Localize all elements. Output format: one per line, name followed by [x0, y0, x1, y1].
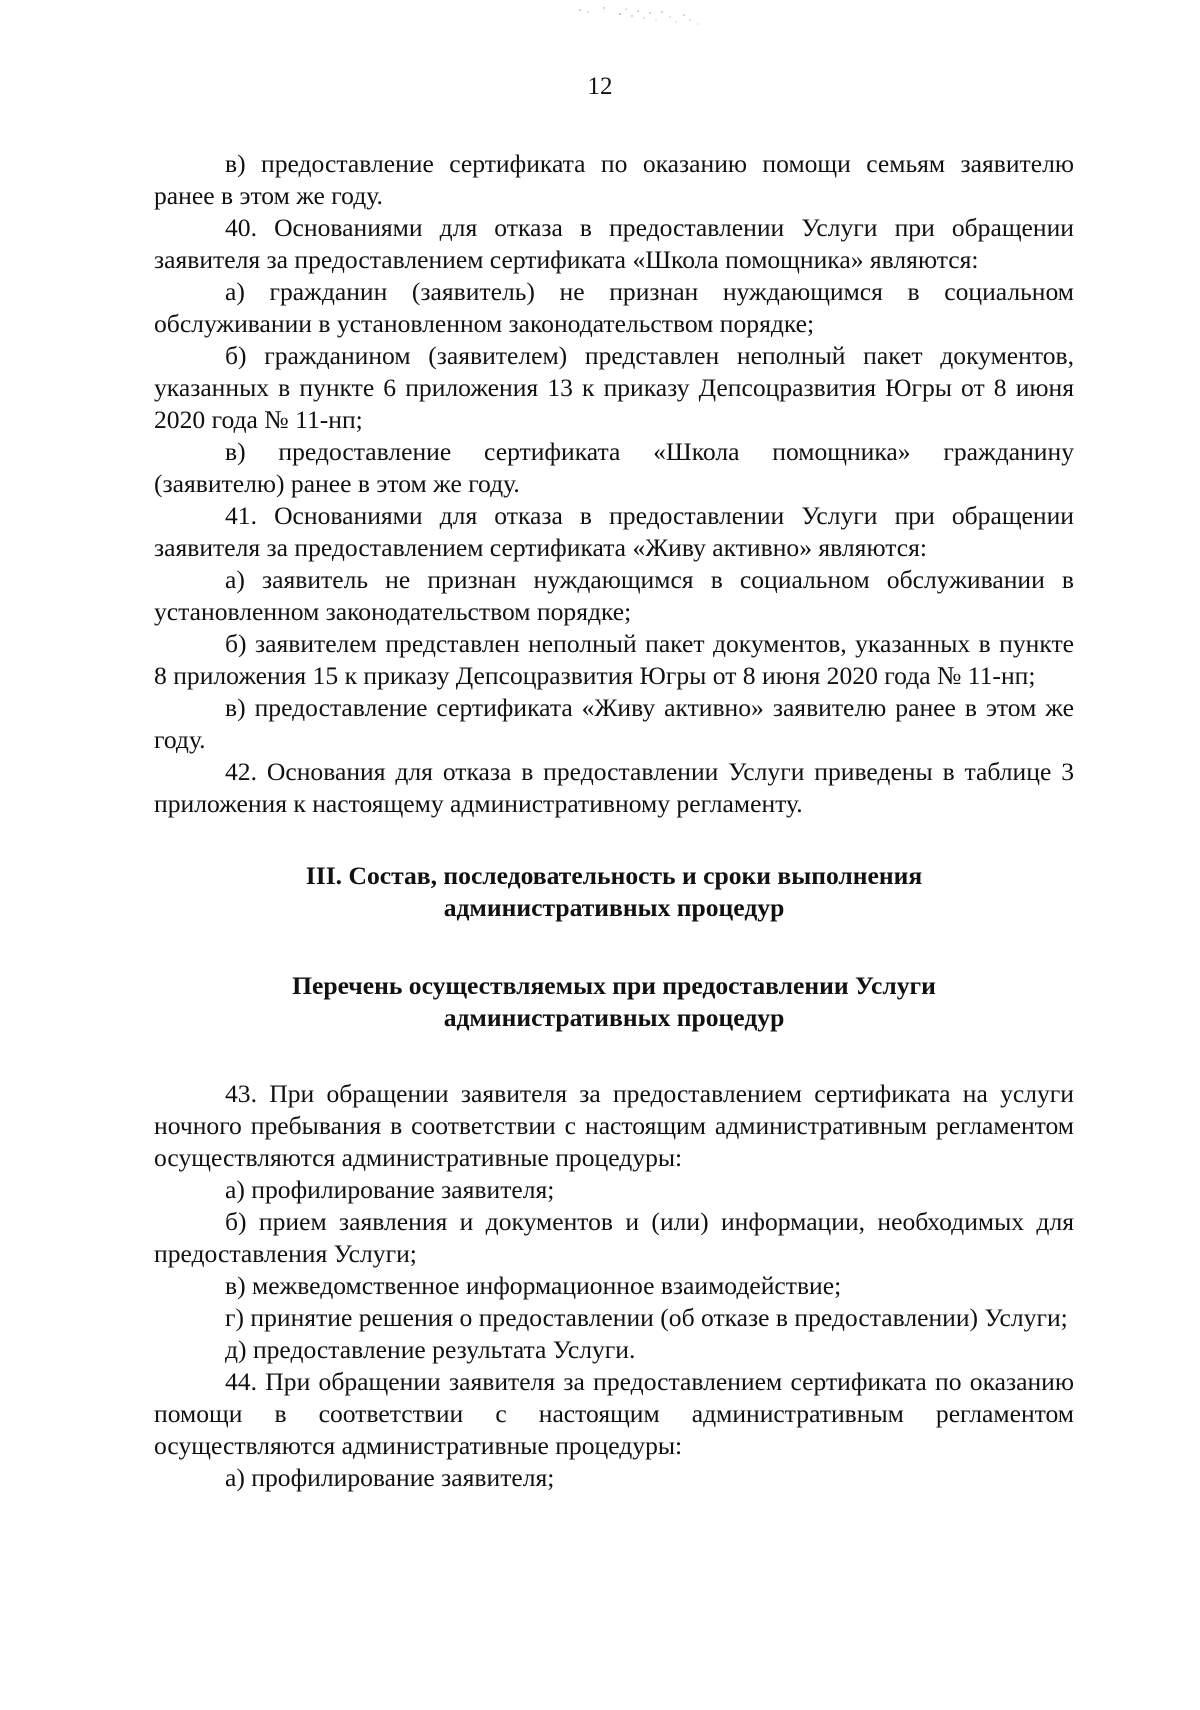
section-heading-line: III. Состав, последовательность и сроки выполнения [305, 861, 923, 890]
paragraph: б) гражданином (заявителем) представлен неполный пакет документов, указанных в пункте 6 приложения 13 к приказу Депсоцразвития Югры от 8 июня 2020 года № 11-нп; [154, 341, 1074, 434]
scan-artifact [560, 0, 760, 40]
paragraph: б) прием заявления и документов и (или) информации, необходимых для предоставления Услуги; [154, 1207, 1074, 1268]
paragraph: 40. Основаниями для отказа в предоставлении Услуги при обращении заявителя за предоставлением сертификата «Школа помощника» являются: [154, 213, 1074, 274]
paragraph: а) гражданин (заявитель) не признан нуждающимся в социальном обслуживании в установленном законодательством порядке; [154, 277, 1074, 338]
subsection-heading [154, 970, 1074, 1034]
paragraph: 41. Основаниями для отказа в предоставлении Услуги при обращении заявителя за предоставлением сертификата «Живу активно» являются: [154, 501, 1074, 562]
paragraph: г) принятие решения о предоставлении (об отказе в предоставлении) Услуги; [225, 1303, 1068, 1332]
section-heading [154, 860, 1074, 924]
paragraph: а) профилирование заявителя; [225, 1463, 555, 1492]
paragraph: в) межведомственное информационное взаимодействие; [225, 1271, 842, 1300]
paragraph: д) предоставление результата Услуги. [225, 1335, 636, 1364]
paragraph: б) заявителем представлен неполный пакет документов, указанных в пункте 8 приложения 15 к приказу Депсоцразвития Югры от 8 июня 2020 года № 11-нп; [154, 629, 1074, 690]
subsection-heading-line: Перечень осуществляемых при предоставлении Услуги [292, 971, 936, 1000]
paragraph: в) предоставление сертификата «Живу активно» заявителю ранее в этом же году. [154, 693, 1074, 754]
paragraph: 44. При обращении заявителя за предоставлением сертификата по оказанию помощи в соответствии с настоящим административным регламентом осуществляются административные процедуры: [154, 1367, 1074, 1460]
paragraph: 43. При обращении заявителя за предоставлением сертификата на услуги ночного пребывания в соответствии с настоящим административным регламентом осуществляются административные процедуры: [154, 1079, 1074, 1172]
subsection-heading-line: административных процедур [443, 1003, 785, 1032]
section-heading-line: административных процедур [443, 893, 785, 922]
paragraph: в) предоставление сертификата по оказанию помощи семьям заявителю ранее в этом же году. [154, 149, 1074, 210]
document-body [154, 148, 1074, 1494]
paragraph: а) заявитель не признан нуждающимся в социальном обслуживании в установленном законодательством порядке; [154, 565, 1074, 626]
paragraph: 42. Основания для отказа в предоставлении Услуги приведены в таблице 3 приложения к настоящему административному регламенту. [154, 757, 1074, 818]
paragraph: а) профилирование заявителя; [225, 1175, 555, 1204]
paragraph: в) предоставление сертификата «Школа помощника» гражданину (заявителю) ранее в этом же году. [154, 437, 1074, 498]
page-number: 12 [587, 73, 613, 100]
